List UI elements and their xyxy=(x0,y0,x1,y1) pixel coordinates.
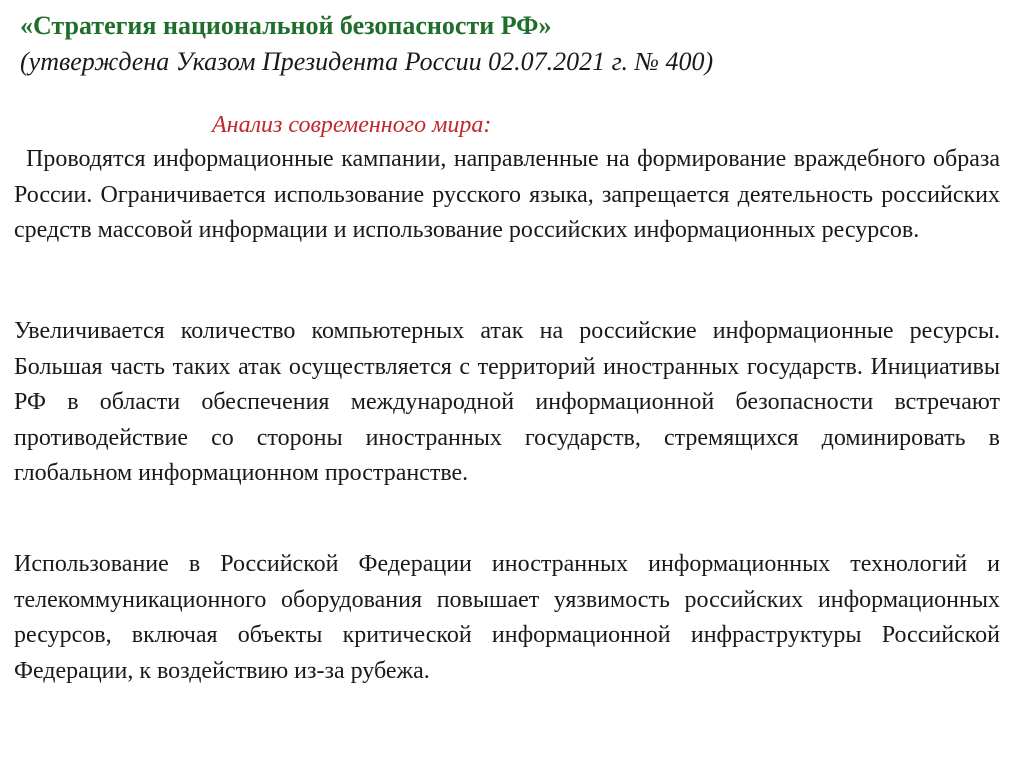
section-heading: Анализ современного мира: xyxy=(212,112,492,138)
slide-title: «Стратегия национальной безопасности РФ» xyxy=(20,11,552,40)
slide-subtitle: (утверждена Указом Президента России 02.07.2021 г. № 400) xyxy=(20,47,714,76)
body-paragraph: Проводятся информационные кампании, направленные на формирование враждебного образа России. Ограничивается использование русского языка, запрещается деятельность российских средств массовой информации и использование российских информационных ресурсов. xyxy=(14,146,1000,243)
body-paragraph: Увеличивается количество компьютерных атак на российские информационные ресурсы. Большая часть таких атак осуществляется с территорий иностранных государств. Инициативы РФ в области обеспечения международной информационной безопасности встречают противодействие со стороны иностранных государств, стремящихся доминировать в глобальном информационном пространстве. xyxy=(14,318,1000,486)
body-paragraph: Использование в Российской Федерации иностранных информационных технологий и телекоммуникационного оборудования повышает уязвимость российских информационных ресурсов, включая объекты критической информационной инфраструктуры Российской Федерации, к воздействию из-за рубежа. xyxy=(14,551,1000,684)
